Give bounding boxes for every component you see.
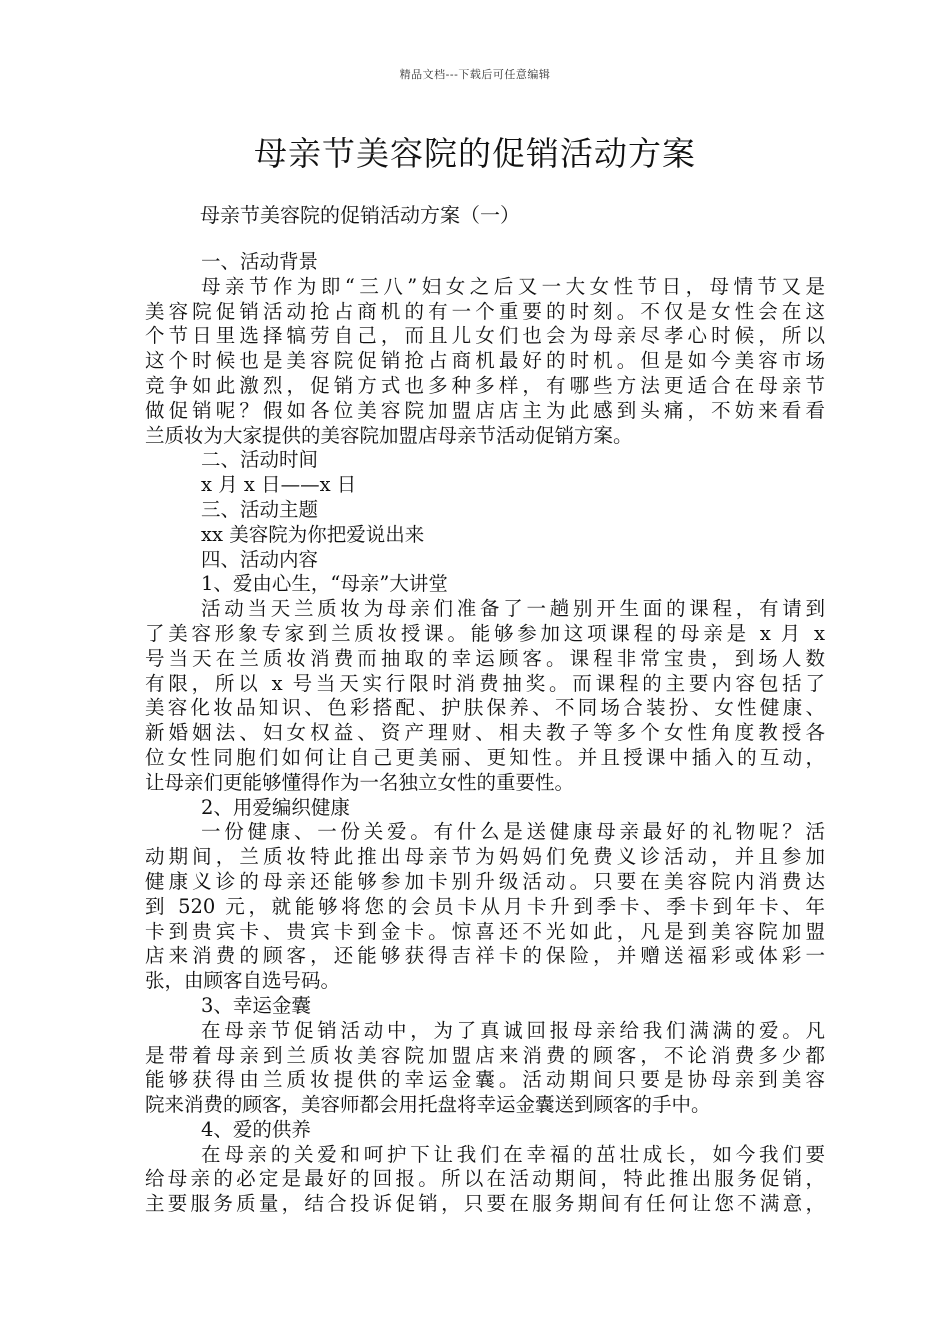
text-line: 了美容形象专家到兰质妆授课。能够参加这项课程的母亲是 x 月 x: [145, 621, 825, 645]
text-line: 活动当天兰质妆为母亲们准备了一趟别开生面的课程，有请到: [201, 597, 825, 621]
text-line: 健康义诊的母亲还能够参加卡别升级活动。只要在美容院内消费达: [145, 869, 825, 893]
text-line: 美容院促销活动抢占商机的有一个重要的时刻。不仅是女性会在这: [145, 299, 825, 323]
text-line: 在母亲节促销活动中，为了真诚回报母亲给我们满满的爱。凡: [201, 1018, 825, 1042]
text-line: 新婚姻法、妇女权益、资产理财、相夫教子等多个女性角度教授各: [145, 721, 825, 745]
text-line: 张，由顾客自选号码。: [145, 969, 341, 993]
text-line: x 月 x 日——x 日: [201, 473, 357, 497]
text-line: 4、爱的供养: [201, 1117, 311, 1141]
text-line: 号当天在兰质妆消费而抽取的幸运顾客。课程非常宝贵，到场人数: [145, 646, 825, 670]
text-line: 动期间，兰质妆特此推出母亲节为妈妈们免费义诊活动，并且参加: [145, 845, 825, 869]
text-line: 三、活动主题: [201, 497, 319, 521]
text-line: 卡到贵宾卡、贵宾卡到金卡。惊喜还不光如此，凡是到美容院加盟: [145, 919, 825, 943]
text-line: 1、爱由心生，“母亲”大讲堂: [201, 572, 448, 596]
text-line: 3、幸运金囊: [201, 993, 311, 1017]
body-text: [145, 250, 825, 1217]
text-line: 做促销呢？假如各位美容院加盟店店主为此感到头痛，不妨来看看: [145, 398, 825, 422]
text-line: 给母亲的必定是最好的回报。所以在活动期间，特此推出服务促销，: [145, 1167, 825, 1191]
text-line: 兰质妆为大家提供的美容院加盟店母亲节活动促销方案。: [145, 423, 633, 447]
text-line: 有限，所以 x 号当天实行限时消费抽奖。而课程的主要内容包括了: [145, 671, 825, 695]
text-line: 个节日里选择犒劳自己，而且儿女们也会为母亲尽孝心时候，所以: [145, 324, 825, 348]
text-line: 店来消费的顾客，还能够获得吉祥卡的保险，并赠送福彩或体彩一: [145, 944, 825, 968]
text-line: 主要服务质量，结合投诉促销，只要在服务期间有任何让您不满意，: [145, 1192, 825, 1216]
text-line: 能够获得由兰质妆提供的幸运金囊。活动期间只要是协母亲到美容: [145, 1068, 825, 1092]
text-line: 到 520 元，就能够将您的会员卡从月卡升到季卡、季卡到年卡、年: [145, 894, 825, 918]
document-title: 母亲节美容院的促销活动方案: [254, 134, 696, 173]
text-line: 一、活动背景: [201, 250, 319, 273]
text-line: 是带着母亲到兰质妆美容院加盟店来消费的顾客，不论消费多少都: [145, 1043, 825, 1067]
header-note: 精品文档---下载后可任意编辑: [399, 68, 551, 81]
text-line: 美容化妆品知识、色彩搭配、护肤保养、不同场合装扮、女性健康、: [145, 696, 825, 720]
text-line: 这个时候也是美容院促销抢占商机最好的时机。但是如今美容市场: [145, 349, 825, 373]
text-line: 二、活动时间: [201, 448, 319, 472]
text-line: 母亲节作为即“三八”妇女之后又一大女性节日，母情节又是: [201, 274, 825, 298]
text-line: 位女性同胞们如何让自己更美丽、更知性。并且授课中插入的互动，: [145, 745, 825, 769]
text-line: 让母亲们更能够懂得作为一名独立女性的重要性。: [145, 770, 575, 794]
text-line: 一份健康、一份关爱。有什么是送健康母亲最好的礼物呢？活: [201, 820, 825, 844]
text-line: 2、用爱编织健康: [201, 795, 350, 819]
text-line: xx 美容院为你把爱说出来: [201, 522, 425, 546]
text-line: 在母亲的关爱和呵护下让我们在幸福的茁壮成长，如今我们要: [201, 1142, 825, 1166]
document-subtitle: 母亲节美容院的促销活动方案（一）: [200, 203, 520, 227]
text-line: 四、活动内容: [201, 547, 319, 571]
text-line: 院来消费的顾客，美容师都会用托盘将幸运金囊送到顾客的手中。: [145, 1093, 711, 1117]
text-line: 竞争如此激烈，促销方式也多种多样，有哪些方法更适合在母亲节: [145, 373, 825, 397]
